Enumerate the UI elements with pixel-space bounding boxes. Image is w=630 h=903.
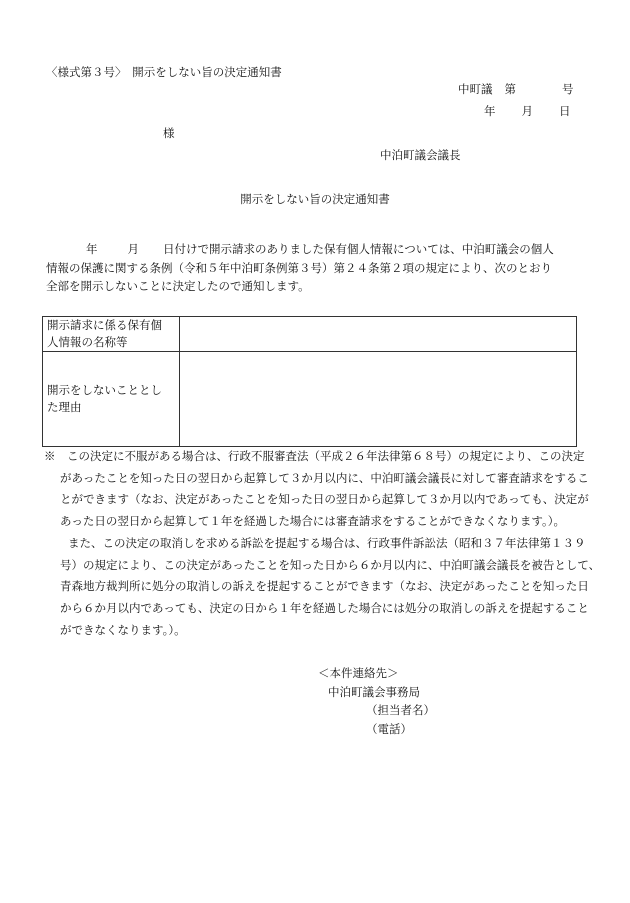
info-name-value: [180, 317, 577, 352]
body-line-1: [46, 240, 586, 259]
reason-label: [43, 352, 180, 447]
body-line-2: 情報の保護に関する条例（令和５年中泊町条例第３号）第２４条第２項の規定により、次のとおり: [46, 260, 552, 275]
doc-number-prefix: 中町議: [458, 82, 493, 96]
contact-person: （担当者名）: [366, 703, 435, 717]
body-year: 年: [86, 242, 98, 256]
sender: 中泊町議会議長: [380, 148, 461, 162]
body-line-3: 全部を開示しないことに決定したので通知します。: [46, 279, 310, 293]
note-line: また、この決定の取消しを求める訴訟を提起する場合は、行政事件訴訟法（昭和３７年法律第１３９: [68, 535, 586, 550]
contact-block: [318, 664, 435, 738]
label-line: た理由: [47, 400, 82, 414]
document-number: [458, 82, 574, 96]
label-line: 開示請求に係る保有個: [47, 318, 162, 332]
note-line: があったことを知った日の翌日から起算して３か月以内に、中泊町議会議長に対して審査請求をするこ: [60, 470, 589, 485]
reason-value: [180, 352, 577, 447]
date-month: 月: [521, 104, 533, 118]
note-line: から６か月以内であっても、決定の日から１年を経過した場合には処分の取消しの訴えを提起すること: [60, 600, 589, 615]
info-name-label: [43, 317, 180, 352]
note-line: あった日の翌日から起算して１年を経過した場合には審査請求をすることができなくなります。）。: [60, 514, 565, 529]
date-year: 年: [484, 104, 496, 118]
date-day: 日: [559, 104, 571, 118]
table-row: [43, 317, 577, 352]
form-label: 〈様式第３号〉 開示をしない旨の決定通知書: [46, 65, 282, 79]
contact-heading: ＜本件連絡先＞: [318, 666, 399, 680]
info-table: [42, 316, 577, 447]
notice-body: [46, 240, 586, 296]
issue-date: [484, 104, 571, 118]
contact-phone: （電話）: [366, 721, 412, 736]
label-line: 人情報の名称等: [47, 335, 128, 349]
body-line-1-text: 日付けで開示請求のありました保有個人情報については、中泊町議会の個人: [163, 242, 554, 256]
table-row: [43, 352, 577, 447]
note-line: 号）の規定により、この決定があったことを知った日から６か月以内に、中泊町議会議長を被告として、: [60, 557, 601, 572]
note-line: ができなくなります。）。: [60, 622, 186, 637]
note-line: ※ この決定に不服がある場合は、行政不服審査法（平成２６年法律第６８号）の規定により、この決定: [44, 449, 585, 463]
recipient-suffix: 様: [163, 126, 175, 140]
note-line: 青森地方裁判所に処分の取消しの訴えを提起することができます（なお、決定があったことを知った日: [60, 579, 589, 594]
note-line: とができます（なお、決定があったことを知った日の翌日から起算して３か月以内であっても、決定が: [60, 492, 589, 507]
doc-number-dai: 第: [504, 82, 516, 96]
doc-number-go: 号: [562, 82, 574, 96]
contact-office: 中泊町議会事務局: [328, 684, 420, 699]
document-title: 開示をしない旨の決定通知書: [240, 192, 390, 206]
appeal-notes: [44, 446, 601, 641]
body-month: 月: [127, 242, 139, 256]
label-line: 開示をしないこととし: [47, 383, 162, 397]
